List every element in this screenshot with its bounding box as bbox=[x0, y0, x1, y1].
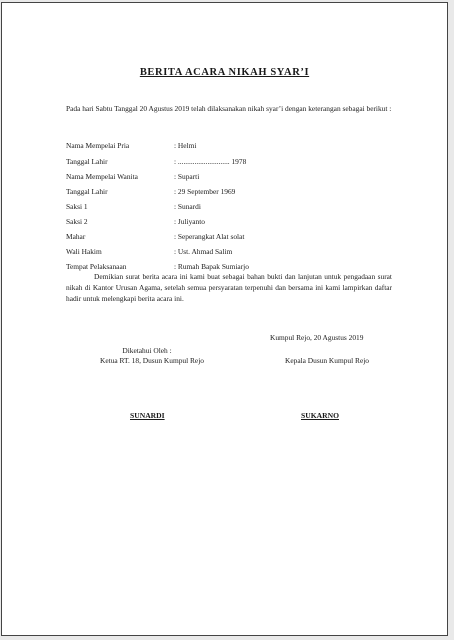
field-row-bride-name bbox=[66, 172, 199, 182]
field-row-witness-1 bbox=[66, 202, 201, 212]
field-value: : Rumah Bapak Sumiarjo bbox=[174, 262, 249, 271]
signatory-name-right: SUKARNO bbox=[301, 411, 339, 420]
signatory-name-left: SUNARDI bbox=[130, 411, 165, 420]
field-row-bride-birthdate bbox=[66, 187, 235, 197]
field-value: : Ust. Ahmad Salim bbox=[174, 247, 233, 256]
field-row-groom-name bbox=[66, 141, 196, 151]
rt-head-title: Ketua RT. 18, Dusun Kumpul Rejo bbox=[100, 356, 204, 365]
field-value: : Seperangkat Alat solat bbox=[174, 232, 245, 241]
field-label: Saksi 1 bbox=[66, 202, 88, 211]
intro-paragraph: Pada hari Sabtu Tanggal 20 Agustus 2019 telah dilaksanakan nikah syar’i dengan keterangan sebagai berikut : bbox=[66, 104, 392, 113]
closing-paragraph: Demikian surat berita acara ini kami buat sebagai bahan bukti dan lanjutan untuk pengadaan surat nikah di Kantor Urusan Agama, setelah semua persyaratan terpenuhi dan bersama ini kami lampirkan daftar hadir untuk melengkapi berita acara ini. bbox=[66, 272, 392, 303]
field-label: Nama Mempelai Wanita bbox=[66, 172, 138, 181]
field-row-groom-birthdate bbox=[66, 157, 246, 167]
field-label: Tempat Pelaksanaan bbox=[66, 262, 127, 271]
document-page bbox=[1, 2, 448, 636]
known-by-label: Diketahui Oleh : bbox=[122, 346, 172, 355]
field-value: : Juliyanto bbox=[174, 217, 205, 226]
field-label: Mahar bbox=[66, 232, 86, 241]
field-label: Nama Mempelai Pria bbox=[66, 141, 130, 150]
field-value: : 29 September 1969 bbox=[174, 187, 236, 196]
field-label: Tanggal Lahir bbox=[66, 157, 108, 166]
field-value: : Sunardi bbox=[174, 202, 201, 211]
field-row-guardian bbox=[66, 247, 232, 257]
village-head-title: Kepala Dusun Kumpul Rejo bbox=[285, 356, 369, 365]
field-label: Wali Hakim bbox=[66, 247, 102, 256]
document-title: BERITA ACARA NIKAH SYAR’I bbox=[139, 67, 310, 78]
field-label: Saksi 2 bbox=[66, 217, 88, 226]
field-row-dowry bbox=[66, 232, 244, 242]
field-value: : Helmi bbox=[174, 141, 197, 150]
signature-date: Kumpul Rejo, 20 Agustus 2019 bbox=[270, 333, 364, 342]
field-value: : ............................ 1978 bbox=[174, 157, 247, 166]
field-row-witness-2 bbox=[66, 217, 205, 227]
field-value: : Suparti bbox=[174, 172, 200, 181]
field-label: Tanggal Lahir bbox=[66, 187, 108, 196]
